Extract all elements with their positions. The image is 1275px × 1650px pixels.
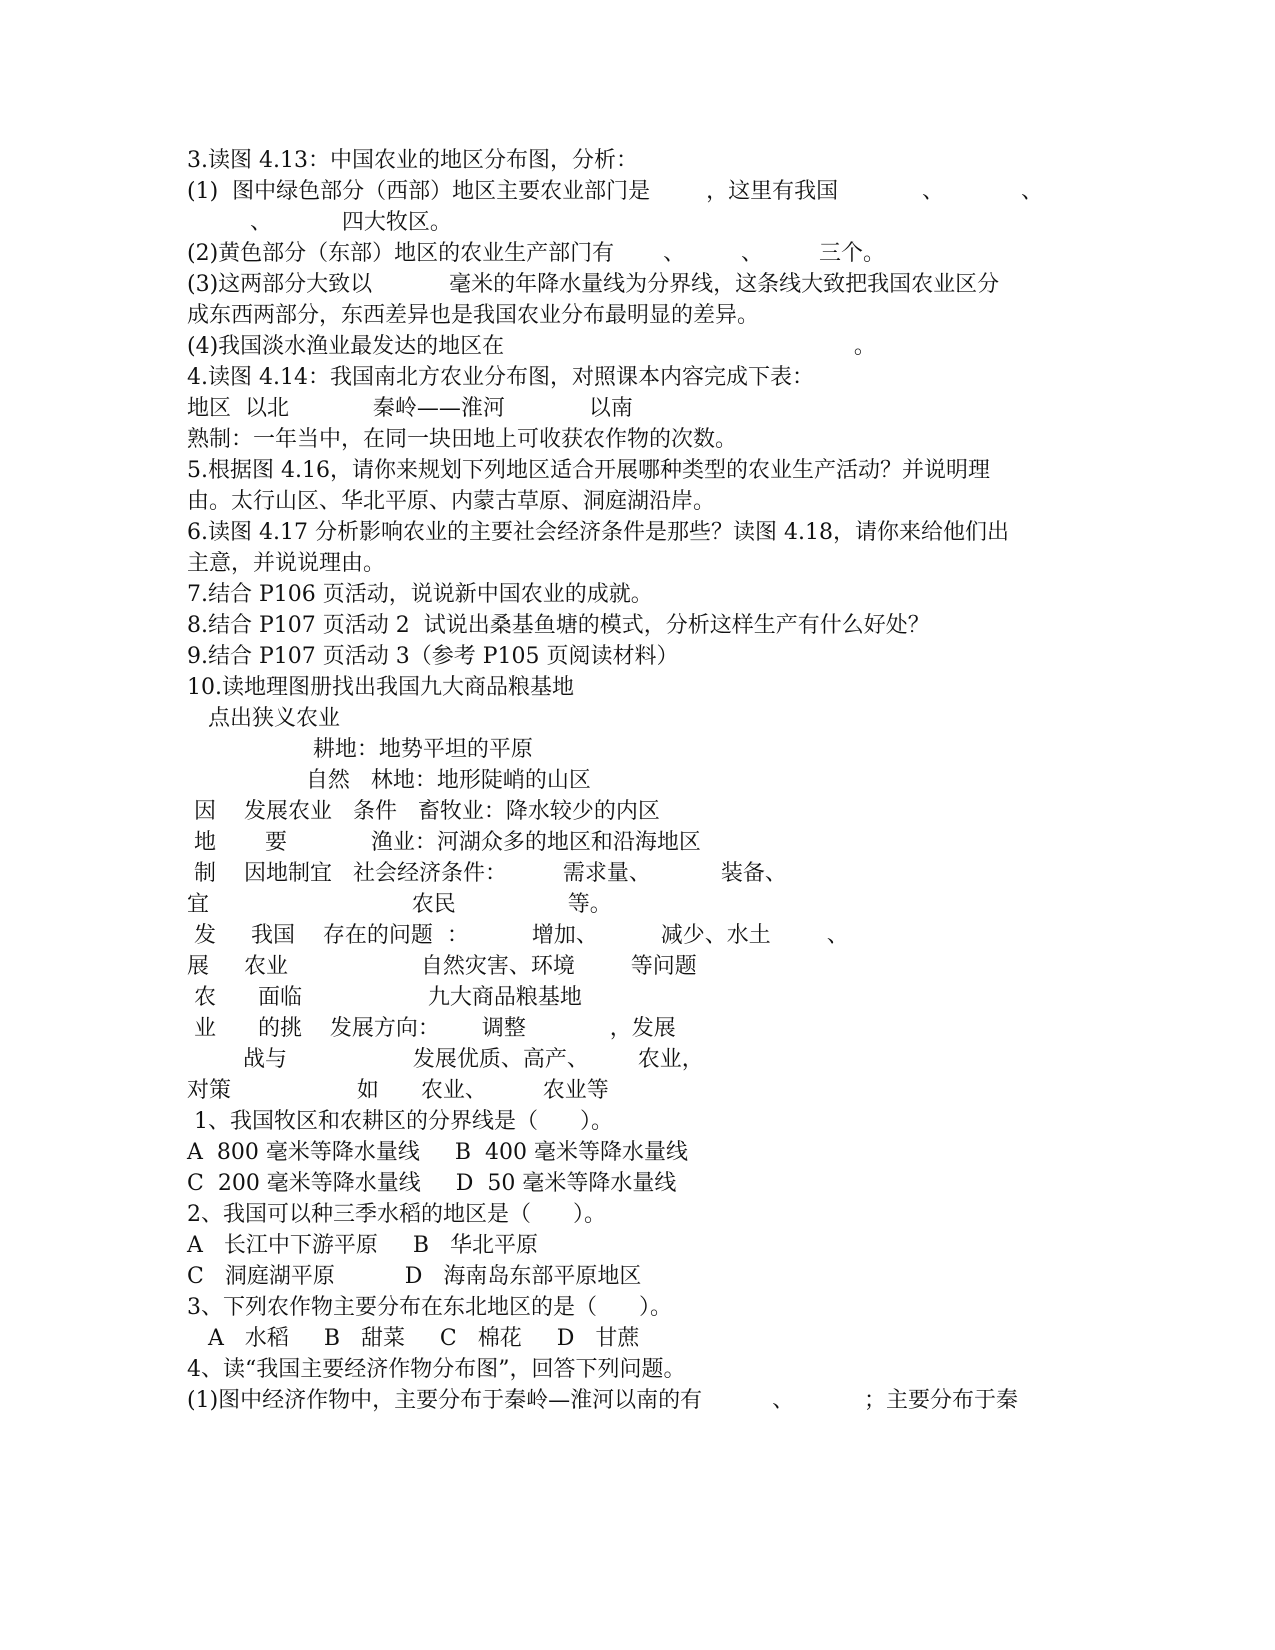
mcq-1: 1、我国牧区和农耕区的分界线是（ ）。	[187, 1109, 613, 1134]
question-3-part-3-cont: 成东西两部分，东西差异也是我国农业分布最明显的差异。	[187, 303, 760, 328]
question-4b-part-1: (1)图中经济作物中，主要分布于秦岭—淮河以南的有 、 ；主要分布于秦	[187, 1388, 1019, 1413]
outline-line: 农 面临 九大商品粮基地	[187, 985, 582, 1010]
outline-line: 制 因地制宜 社会经济条件： 需求量、 装备、	[187, 861, 787, 886]
mcq-3-options: A 水稻 B 甜菜 C 棉花 D 甘蔗	[187, 1326, 640, 1351]
mcq-1-options-cd: C 200 毫米等降水量线 D 50 毫米等降水量线	[187, 1171, 677, 1196]
question-3-part-4: (4)我国淡水渔业最发达的地区在 。	[187, 334, 876, 359]
mcq-1-options-ab: A 800 毫米等降水量线 B 400 毫米等降水量线	[187, 1140, 688, 1165]
question-3-part-1-cont: 、 四大牧区。	[187, 210, 452, 235]
question-9: 9.结合 P107 页活动 3（参考 P105 页阅读材料）	[187, 644, 679, 669]
question-7: 7.结合 P106 页活动，说说新中国农业的成就。	[187, 582, 653, 607]
outline-line: 发 我国 存在的问题 ： 增加、 减少、水土 、	[187, 923, 849, 948]
mcq-2-options-cd: C 洞庭湖平原 D 海南岛东部平原地区	[187, 1264, 642, 1289]
outline-line: 地 要 渔业：河湖众多的地区和沿海地区	[187, 830, 701, 855]
outline-line: 业 的挑 发展方向： 调整 ，发展	[187, 1016, 676, 1041]
outline-line: 耕地：地势平坦的平原	[187, 737, 533, 762]
outline-line: 战与 发展优质、高产、 农业，	[187, 1047, 704, 1072]
question-5: 5.根据图 4.16，请你来规划下列地区适合开展哪种类型的农业生产活动？并说明理	[187, 458, 990, 483]
question-4-table-header: 地区 以北 秦岭——淮河 以南	[187, 396, 633, 421]
question-6-cont: 主意，并说说理由。	[187, 551, 386, 576]
outline-line: 对策 如 农业、 农业等	[187, 1078, 609, 1103]
mcq-3: 3、下列农作物主要分布在东北地区的是（ ）。	[187, 1295, 672, 1320]
question-6: 6.读图 4.17 分析影响农业的主要社会经济条件是那些？读图 4.18，请你来给他们出	[187, 520, 1009, 545]
outline-line: 点出狭义农业	[187, 706, 340, 731]
outline-line: 展 农业 自然灾害、环境 等问题	[187, 954, 697, 979]
question-3-title: 3.读图 4.13：中国农业的地区分布图，分析：	[187, 148, 638, 173]
question-3-part-2: (2)黄色部分（东部）地区的农业生产部门有 、 、 三个。	[187, 241, 886, 266]
question-3-part-3: (3)这两部分大致以 毫米的年降水量线为分界线，这条线大致把我国农业区分	[187, 272, 1000, 297]
question-4-title: 4.读图 4.14：我国南北方农业分布图，对照课本内容完成下表：	[187, 365, 814, 390]
question-3-part-1: (1) 图中绿色部分（西部）地区主要农业部门是 ，这里有我国 、 、	[187, 179, 1043, 204]
question-4b: 4、读“我国主要经济作物分布图”，回答下列问题。	[187, 1357, 686, 1382]
question-5-cont: 由。太行山区、华北平原、内蒙古草原、洞庭湖沿岸。	[187, 489, 716, 514]
question-10: 10.读地理图册找出我国九大商品粮基地	[187, 675, 574, 700]
outline-line: 因 发展农业 条件 畜牧业：降水较少的内区	[187, 799, 660, 824]
mcq-2-options-ab: A 长江中下游平原 B 华北平原	[187, 1233, 538, 1258]
outline-line: 自然 林地：地形陡峭的山区	[187, 768, 591, 793]
outline-line: 宜 农民 等。	[187, 892, 612, 917]
mcq-2: 2、我国可以种三季水稻的地区是（ ）。	[187, 1202, 606, 1227]
question-4-note: 熟制：一年当中，在同一块田地上可收获农作物的次数。	[187, 427, 738, 452]
question-8: 8.结合 P107 页活动 2 试说出桑基鱼塘的模式，分析这样生产有什么好处？	[187, 613, 930, 638]
